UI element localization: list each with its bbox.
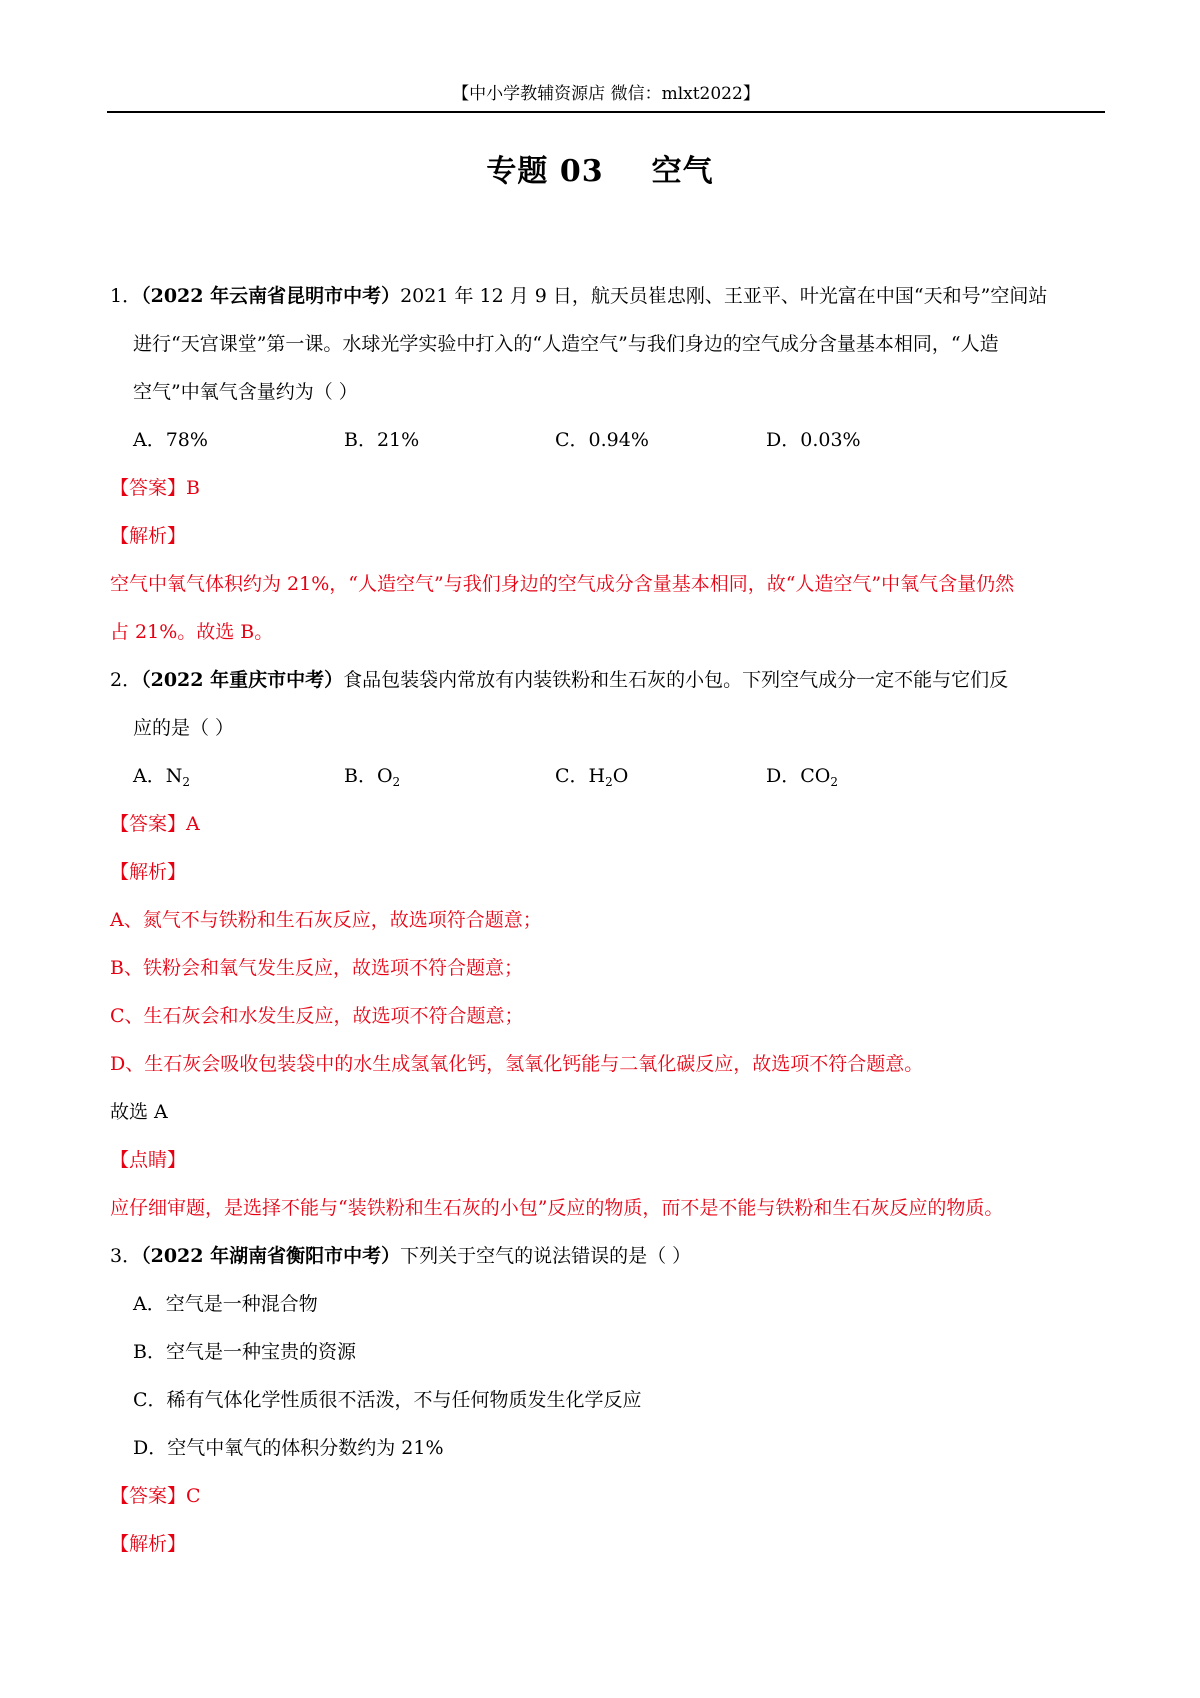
q1-option-d: D．0.03% xyxy=(766,429,861,451)
q2-analysis-a: A、氮气不与铁粉和生石灰反应，故选项符合题意； xyxy=(110,909,542,931)
q2-conclusion: 故选 A xyxy=(110,1101,168,1123)
q2-option-d: D．$CO_2$ xyxy=(766,765,838,789)
q3-option-b: B．空气是一种宝贵的资源 xyxy=(133,1341,356,1363)
q2-answer-value: A xyxy=(186,813,200,835)
q2-stem-line1 xyxy=(110,656,1106,704)
q2-tip-label: 【点睛】 xyxy=(110,1149,187,1171)
title-topic-name: 空气 xyxy=(651,154,714,189)
q1-analysis-label: 【解析】 xyxy=(110,525,187,547)
q1-option-c: C．0.94% xyxy=(555,429,649,451)
page-header: 【中小学教辅资源店 微信：mlxt2022】 xyxy=(452,84,760,104)
q1-answer-value: B xyxy=(186,477,200,499)
q3-stem-line1 xyxy=(110,1232,1106,1280)
page-title xyxy=(0,152,1200,192)
q3-number: 3． xyxy=(110,1245,142,1267)
q2-analysis-d: D、生石灰会吸收包装袋中的水生成氢氧化钙，氢氧化钙能与二氧化碳反应，故选项不符合题意。 xyxy=(110,1053,924,1075)
q2-text-line1: 食品包装袋内常放有内装铁粉和生石灰的小包。下列空气成分一定不能与它们反 xyxy=(343,669,1009,691)
q1-analysis-line2: 占 21%。故选 B。 xyxy=(110,621,274,643)
title-topic-number: 专题 03 xyxy=(486,154,604,189)
q3-analysis-label: 【解析】 xyxy=(110,1533,187,1555)
q2-stem-line2: 应的是（ ） xyxy=(133,717,235,739)
q2-number: 2． xyxy=(110,669,142,691)
document-body xyxy=(110,272,1106,1568)
q3-answer-label: 【答案】 xyxy=(110,1485,187,1507)
q1-stem-line3: 空气”中氧气含量约为（ ） xyxy=(133,381,358,403)
q1-analysis-line1: 空气中氧气体积约为 21%，“人造空气”与我们身边的空气成分含量基本相同，故“人造空气”中氧气含量仍然 xyxy=(110,573,1015,595)
q3-option-c: C．稀有气体化学性质很不活泼，不与任何物质发生化学反应 xyxy=(133,1389,642,1411)
q2-analysis-b: B、铁粉会和氧气发生反应，故选项不符合题意； xyxy=(110,957,523,979)
q2-option-a: A．$N_2$ xyxy=(133,765,190,789)
q1-options xyxy=(110,416,1106,464)
q2-analysis-label: 【解析】 xyxy=(110,861,187,883)
q3-answer xyxy=(110,1472,1106,1520)
q2-answer xyxy=(110,800,1106,848)
q3-option-d: D．空气中氧气的体积分数约为 21% xyxy=(133,1437,444,1459)
q1-answer xyxy=(110,464,1106,512)
q1-source: （2022 年云南省昆明市中考） xyxy=(141,285,401,307)
q3-text-line1: 下列关于空气的说法错误的是（ ） xyxy=(400,1245,692,1267)
q3-answer-value: C xyxy=(186,1485,201,1507)
q2-source: （2022 年重庆市中考） xyxy=(141,669,344,691)
q3-source: （2022 年湖南省衡阳市中考） xyxy=(141,1245,401,1267)
q1-option-b: B．21% xyxy=(344,429,420,451)
q2-option-c: C．$H_2O$ xyxy=(555,765,629,789)
q1-answer-label: 【答案】 xyxy=(110,477,187,499)
header-divider xyxy=(107,111,1105,113)
q2-option-b: B．$O_2$ xyxy=(344,765,401,789)
q1-option-a: A．78% xyxy=(133,429,208,451)
q2-tip-text: 应仔细审题，是选择不能与“装铁粉和生石灰的小包”反应的物质，而不是不能与铁粉和生石灰反应的物质。 xyxy=(110,1197,1004,1219)
q2-options xyxy=(110,752,1106,800)
q1-text-line1: 2021 年 12 月 9 日，航天员崔忠刚、王亚平、叶光富在中国“天和号”空间站 xyxy=(400,285,1048,307)
q1-number: 1． xyxy=(110,285,142,307)
q3-option-a: A．空气是一种混合物 xyxy=(133,1293,318,1315)
q2-answer-label: 【答案】 xyxy=(110,813,187,835)
q1-stem-line1 xyxy=(110,272,1106,320)
q2-analysis-c: C、生石灰会和水发生反应，故选项不符合题意； xyxy=(110,1005,524,1027)
q1-stem-line2: 进行“天宫课堂”第一课。水球光学实验中打入的“人造空气”与我们身边的空气成分含量基本相同，“人造 xyxy=(133,333,999,355)
